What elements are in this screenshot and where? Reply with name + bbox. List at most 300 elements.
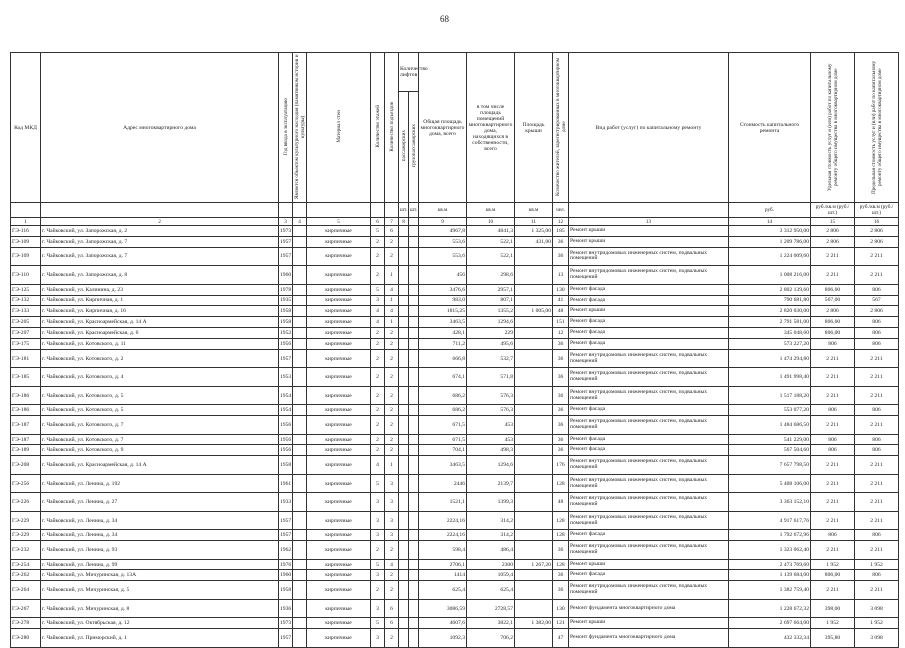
cell-total-area: 3476,6 <box>419 284 467 295</box>
cell-roof-area <box>515 493 553 512</box>
table-row <box>11 416 899 435</box>
cell-id: ГЭ-280 <box>11 629 41 648</box>
header-max-unit-cost: Предельная стоимость услуг и (или) работ по капитальному ремонту общего имущества в многоквартирном доме <box>855 53 899 203</box>
cell-residents: 121 <box>553 618 569 629</box>
cell-elev-passenger <box>399 236 409 247</box>
cell-elev-passenger <box>399 474 409 493</box>
table-row <box>11 570 899 581</box>
cell-id: ГЭ-189 <box>11 445 41 456</box>
cell-max-unit-cost: 2 806 <box>855 306 899 317</box>
cell-total-area: 1092,3 <box>419 629 467 648</box>
cell-total-area: 3463,5 <box>419 317 467 328</box>
cell-unit-cost: 806 <box>811 434 855 445</box>
cell-unit-cost: 2 806 <box>811 226 855 237</box>
cell-unit-cost: 1 952 <box>811 559 855 570</box>
cell-residential-area: 576,3 <box>467 405 515 416</box>
table-row <box>11 599 899 618</box>
cell-material: кирпичные <box>307 599 371 618</box>
cell-id: ГЭ-278 <box>11 618 41 629</box>
cell-unit-cost: 2 211 <box>811 368 855 387</box>
cell-work-type: Ремонт внутридомовых инженерных систем, подвальных помещений <box>569 416 729 435</box>
cell-heritage <box>293 284 307 295</box>
cell-elev-freight <box>409 386 419 405</box>
cell-work-type: Ремонт фасада <box>569 284 729 295</box>
cell-unit-cost: 2 211 <box>811 541 855 560</box>
cell-elev-passenger <box>399 266 409 285</box>
cell-address: г. Чайковский, ул. Октябрьская, д. 12 <box>41 618 279 629</box>
cell-heritage <box>293 559 307 570</box>
table-row <box>11 456 899 475</box>
cell-floors: 3 <box>371 629 385 648</box>
cell-roof-area: 1 325,00 <box>515 226 553 237</box>
cell-address: г. Чайковский, ул. Красноармейская, д. 14 А <box>41 317 279 328</box>
cell-residents: 128 <box>553 530 569 541</box>
cell-address: г. Чайковский, ул. Ленина, д. 99 <box>41 559 279 570</box>
cell-total-area: 1521,1 <box>419 493 467 512</box>
cell-heritage <box>293 266 307 285</box>
cell-work-type: Ремонт внутридомовых инженерных систем, подвальных помещений <box>569 386 729 405</box>
table-row <box>11 618 899 629</box>
cell-elev-passenger <box>399 599 409 618</box>
cell-elev-freight <box>409 416 419 435</box>
cell-residential-area: 314,2 <box>467 530 515 541</box>
cell-work-type: Ремонт фасада <box>569 328 729 339</box>
cell-total-area: 553,6 <box>419 247 467 266</box>
cell-cost: 432 332,34 <box>729 629 811 648</box>
col-index: 5 <box>307 218 371 226</box>
cell-heritage <box>293 349 307 368</box>
cell-material: кирпичные <box>307 618 371 629</box>
cell-cost: 2 820 030,00 <box>729 306 811 317</box>
cell-entrances: 2 <box>385 434 399 445</box>
cell-residential-area: 625,4 <box>467 581 515 600</box>
table-row <box>11 349 899 368</box>
cell-elev-passenger <box>399 328 409 339</box>
cell-material: кирпичные <box>307 236 371 247</box>
cell-total-area: 553,6 <box>419 236 467 247</box>
cell-max-unit-cost: 567 <box>855 295 899 306</box>
cell-elev-freight <box>409 368 419 387</box>
cell-residents: 36 <box>553 434 569 445</box>
cell-entrances: 6 <box>385 599 399 618</box>
cell-material: кирпичные <box>307 349 371 368</box>
cell-work-type: Ремонт фундамента многоквартирного дома <box>569 599 729 618</box>
col-index: 11 <box>515 218 553 226</box>
cell-residents: 48 <box>553 306 569 317</box>
cell-material: кирпичные <box>307 629 371 648</box>
cell-residents: 36 <box>553 445 569 456</box>
header-elev-freight: грузопассажирских <box>409 92 419 203</box>
cell-cost: 1 139 684,00 <box>729 570 811 581</box>
header-residents: Количество жителей, зарегистрированных в многоквартирном доме <box>553 53 569 203</box>
cell-entrances: 2 <box>385 541 399 560</box>
cell-id: ГЭ-185 <box>11 368 41 387</box>
cell-roof-area <box>515 338 553 349</box>
cell-heritage <box>293 434 307 445</box>
cell-total-area: 625,4 <box>419 581 467 600</box>
cell-work-type: Ремонт фасада <box>569 295 729 306</box>
cell-residential-area: 2300 <box>467 559 515 570</box>
header-total-area: Общая площадь многоквартирного дома, всего <box>419 53 467 203</box>
col-index: 10 <box>467 218 515 226</box>
cell-total-area: 671,5 <box>419 416 467 435</box>
cell-total-area: 2224,16 <box>419 530 467 541</box>
cell-unit-cost: 398,00 <box>811 599 855 618</box>
unit-residential-area: кв.м <box>467 203 515 218</box>
cell-elev-passenger <box>399 338 409 349</box>
cell-cost: 1 209 786,00 <box>729 236 811 247</box>
cell-material: кирпичные <box>307 295 371 306</box>
cell-residents: 36 <box>553 386 569 405</box>
col-index: 8 <box>399 218 409 226</box>
cell-heritage <box>293 317 307 328</box>
cell-elev-freight <box>409 445 419 456</box>
cell-roof-area <box>515 434 553 445</box>
cell-elev-passenger <box>399 349 409 368</box>
cell-cost: 1 224 009,60 <box>729 247 811 266</box>
header-id: Код МКД <box>11 53 41 203</box>
cell-residents: 48 <box>553 493 569 512</box>
cell-residents: 13 <box>553 266 569 285</box>
cell-work-type: Ремонт крыши <box>569 618 729 629</box>
cell-address: г. Чайковский, ул. Ленина, д. 34 <box>41 530 279 541</box>
cell-year: 1935 <box>279 295 293 306</box>
cell-floors: 2 <box>371 405 385 416</box>
cell-floors: 5 <box>371 284 385 295</box>
table-row <box>11 629 899 648</box>
cell-address: г. Чайковский, ул. Мичуринская, д. 13А <box>41 570 279 581</box>
cell-residential-area: 1294,6 <box>467 317 515 328</box>
cell-work-type: Ремонт фасада <box>569 570 729 581</box>
cell-id: ГЭ-267 <box>11 599 41 618</box>
cell-heritage <box>293 306 307 317</box>
cell-total-area: 671,5 <box>419 434 467 445</box>
cell-material: кирпичные <box>307 581 371 600</box>
cell-residents: 36 <box>553 368 569 387</box>
cell-max-unit-cost: 806 <box>855 405 899 416</box>
cell-elev-freight <box>409 247 419 266</box>
cell-work-type: Ремонт внутридомовых инженерных систем, подвальных помещений <box>569 247 729 266</box>
cell-total-area: 2224,16 <box>419 511 467 530</box>
units-row <box>11 203 899 218</box>
cell-floors: 2 <box>371 434 385 445</box>
table-row <box>11 405 899 416</box>
cell-max-unit-cost: 2 806 <box>855 236 899 247</box>
unit-unit-cost: руб./кв.м (руб./шт.) <box>811 203 855 218</box>
header-work-type: Вид работ (услуг) по капитальному ремонту <box>569 53 729 203</box>
cell-cost: 1 517 188,20 <box>729 386 811 405</box>
cell-residents: 12 <box>553 328 569 339</box>
cell-residents: 185 <box>553 226 569 237</box>
cell-floors: 5 <box>371 226 385 237</box>
cell-elev-passenger <box>399 247 409 266</box>
cell-max-unit-cost: 2 211 <box>855 386 899 405</box>
header-elevators: Количество лифтов <box>399 53 419 92</box>
cell-year: 1973 <box>279 618 293 629</box>
cell-cost: 1 792 672,96 <box>729 530 811 541</box>
cell-address: г. Чайковский, ул. Кирпичная, д. 1 <box>41 295 279 306</box>
col-index: 12 <box>553 218 569 226</box>
cell-heritage <box>293 474 307 493</box>
table-row <box>11 236 899 247</box>
cell-total-area: 4607,6 <box>419 618 467 629</box>
cell-address: г. Чайковский, ул. Калинина, д. 23 <box>41 284 279 295</box>
cell-heritage <box>293 226 307 237</box>
cell-id: ГЭ-229 <box>11 511 41 530</box>
cell-elev-freight <box>409 284 419 295</box>
cell-residential-area: 2139,7 <box>467 474 515 493</box>
cell-residents: 128 <box>553 559 569 570</box>
cell-floors: 3 <box>371 599 385 618</box>
table-row <box>11 541 899 560</box>
cell-total-area: 983,0 <box>419 295 467 306</box>
cell-elev-passenger <box>399 456 409 475</box>
cell-entrances: 2 <box>385 405 399 416</box>
cell-id: ГЭ-186 <box>11 386 41 405</box>
cell-elev-passenger <box>399 581 409 600</box>
cell-id: ГЭ-133 <box>11 306 41 317</box>
cell-max-unit-cost: 2 211 <box>855 247 899 266</box>
cell-elev-freight <box>409 266 419 285</box>
cell-address: г. Чайковский, ул. Запорожская, д. 7 <box>41 236 279 247</box>
cell-work-type: Ремонт фасада <box>569 338 729 349</box>
cell-roof-area <box>515 266 553 285</box>
column-index-row <box>11 218 899 226</box>
cell-cost: 4 917 617,76 <box>729 511 811 530</box>
cell-id: ГЭ-132 <box>11 295 41 306</box>
cell-material: кирпичные <box>307 386 371 405</box>
cell-max-unit-cost: 2 211 <box>855 456 899 475</box>
cell-residential-area: 486,4 <box>467 541 515 560</box>
cell-floors: 4 <box>371 306 385 317</box>
cell-work-type: Ремонт крыши <box>569 559 729 570</box>
cell-entrances: 4 <box>385 284 399 295</box>
cell-cost: 790 681,80 <box>729 295 811 306</box>
table-row <box>11 226 899 237</box>
table-row <box>11 368 899 387</box>
cell-heritage <box>293 386 307 405</box>
cell-year: 1976 <box>279 559 293 570</box>
cell-entrances: 2 <box>385 416 399 435</box>
cell-total-area: 456 <box>419 266 467 285</box>
cell-elev-passenger <box>399 493 409 512</box>
cell-id: ГЭ-109 <box>11 236 41 247</box>
cell-material: кирпичные <box>307 511 371 530</box>
cell-id: ГЭ-109 <box>11 247 41 266</box>
cell-roof-area <box>515 570 553 581</box>
cell-floors: 3 <box>371 295 385 306</box>
cell-year: 1957 <box>279 236 293 247</box>
cell-material: кирпичные <box>307 328 371 339</box>
cell-max-unit-cost: 806 <box>855 445 899 456</box>
cell-elev-passenger <box>399 541 409 560</box>
cell-heritage <box>293 581 307 600</box>
cell-work-type: Ремонт фасада <box>569 434 729 445</box>
cell-cost: 1 491 998,40 <box>729 368 811 387</box>
cell-max-unit-cost: 3 098 <box>855 629 899 648</box>
cell-elev-passenger <box>399 295 409 306</box>
header-floors: Количество этажей <box>371 53 385 203</box>
cell-elev-freight <box>409 226 419 237</box>
cell-unit-cost: 2 211 <box>811 416 855 435</box>
cell-address: г. Чайковский, ул. Ленина, д. 34 <box>41 511 279 530</box>
cell-address: г. Чайковский, ул. Котовского, д. 7 <box>41 434 279 445</box>
cell-max-unit-cost: 2 211 <box>855 541 899 560</box>
cell-unit-cost: 806,00 <box>811 328 855 339</box>
cell-year: 1954 <box>279 386 293 405</box>
cell-floors: 2 <box>371 445 385 456</box>
cell-residential-area: 571,8 <box>467 368 515 387</box>
cell-work-type: Ремонт крыши <box>569 226 729 237</box>
cell-max-unit-cost: 806 <box>855 530 899 541</box>
cell-unit-cost: 806 <box>811 338 855 349</box>
cell-max-unit-cost: 2 211 <box>855 581 899 600</box>
header-row <box>11 53 899 92</box>
cell-roof-area <box>515 445 553 456</box>
cell-elev-freight <box>409 295 419 306</box>
cell-work-type: Ремонт внутридомовых инженерных систем, подвальных помещений <box>569 541 729 560</box>
cell-heritage <box>293 511 307 530</box>
cell-residents: 36 <box>553 405 569 416</box>
cell-cost: 567 504,60 <box>729 445 811 456</box>
cell-floors: 3 <box>371 570 385 581</box>
cell-year: 1952 <box>279 328 293 339</box>
cell-id: ГЭ-229 <box>11 530 41 541</box>
cell-floors: 4 <box>371 456 385 475</box>
cell-residential-area: 498,3 <box>467 445 515 456</box>
cell-residents: 36 <box>553 338 569 349</box>
header-residential-area: в том числе площадь помещений многоквартирного дома, находящихся в собственности, всего <box>467 53 515 203</box>
cell-floors: 2 <box>371 386 385 405</box>
cell-year: 1957 <box>279 629 293 648</box>
cell-id: ГЭ-125 <box>11 284 41 295</box>
cell-residential-area: 532,7 <box>467 349 515 368</box>
table-row <box>11 284 899 295</box>
cell-entrances: 2 <box>385 581 399 600</box>
cell-floors: 4 <box>371 317 385 328</box>
cell-residential-area: 1355,2 <box>467 306 515 317</box>
table-row <box>11 581 899 600</box>
cell-elev-freight <box>409 530 419 541</box>
cell-elev-passenger <box>399 405 409 416</box>
cell-total-area: 598,4 <box>419 541 467 560</box>
cell-floors: 2 <box>371 328 385 339</box>
cell-elev-freight <box>409 405 419 416</box>
cell-id: ГЭ-226 <box>11 493 41 512</box>
cell-residential-area: 453 <box>467 434 515 445</box>
unit-cost: руб. <box>729 203 811 218</box>
cell-id: ГЭ-187 <box>11 434 41 445</box>
cell-residential-area: 807,1 <box>467 295 515 306</box>
cell-id: ГЭ-181 <box>11 349 41 368</box>
unit-elev-passenger: шт. <box>399 203 409 218</box>
cell-entrances: 2 <box>385 236 399 247</box>
cell-residential-area: 522,1 <box>467 236 515 247</box>
cell-roof-area <box>515 599 553 618</box>
cell-heritage <box>293 295 307 306</box>
cell-heritage <box>293 541 307 560</box>
cell-unit-cost: 2 211 <box>811 493 855 512</box>
cell-year: 1958 <box>279 581 293 600</box>
cell-max-unit-cost: 806 <box>855 328 899 339</box>
cell-roof-area <box>515 541 553 560</box>
cell-floors: 2 <box>371 338 385 349</box>
cell-elev-passenger <box>399 434 409 445</box>
cell-cost: 541 229,00 <box>729 434 811 445</box>
cell-roof-area: 1 267,20 <box>515 559 553 570</box>
cell-material: кирпичные <box>307 306 371 317</box>
unit-max-unit-cost: руб./кв.м (руб./шт.) <box>855 203 899 218</box>
cell-roof-area <box>515 474 553 493</box>
cell-address: г. Чайковский, ул. Ленина, д. 102 <box>41 474 279 493</box>
cell-unit-cost: 2 211 <box>811 581 855 600</box>
cell-total-area: 2706,1 <box>419 559 467 570</box>
cell-max-unit-cost: 2 211 <box>855 493 899 512</box>
cell-heritage <box>293 368 307 387</box>
cell-address: г. Чайковский, ул. Запорожская, д. 7 <box>41 247 279 266</box>
cell-id: ГЭ-262 <box>11 570 41 581</box>
cell-unit-cost: 806,00 <box>811 284 855 295</box>
cell-material: кирпичные <box>307 416 371 435</box>
cell-unit-cost: 806 <box>811 530 855 541</box>
cell-cost: 345 048,60 <box>729 328 811 339</box>
cell-year: 1956 <box>279 445 293 456</box>
cell-material: кирпичные <box>307 456 371 475</box>
cell-year: 1958 <box>279 456 293 475</box>
cell-residential-area: 4841,3 <box>467 226 515 237</box>
cell-elev-freight <box>409 328 419 339</box>
cell-unit-cost: 806,00 <box>811 317 855 328</box>
cell-work-type: Ремонт внутридомовых инженерных систем, подвальных помещений <box>569 581 729 600</box>
cell-residential-area: 2957,1 <box>467 284 515 295</box>
cell-residential-area: 522,1 <box>467 247 515 266</box>
cell-work-type: Ремонт фасада <box>569 405 729 416</box>
cell-unit-cost: 395,80 <box>811 629 855 648</box>
col-index: 6 <box>371 218 385 226</box>
cell-year: 1936 <box>279 599 293 618</box>
cell-address: г. Чайковский, ул. Приморский, д. 1 <box>41 629 279 648</box>
cell-id: ГЭ-116 <box>11 226 41 237</box>
cell-residents: 36 <box>553 349 569 368</box>
cell-unit-cost: 2 211 <box>811 247 855 266</box>
cell-heritage <box>293 456 307 475</box>
cell-heritage <box>293 236 307 247</box>
cell-max-unit-cost: 2 211 <box>855 511 899 530</box>
cell-unit-cost: 2 211 <box>811 511 855 530</box>
cell-floors: 3 <box>371 530 385 541</box>
cell-cost: 553 077,20 <box>729 405 811 416</box>
cell-address: г. Чайковский, ул. Мичуринская, д. 5 <box>41 581 279 600</box>
cell-max-unit-cost: 2 211 <box>855 266 899 285</box>
cell-elev-freight <box>409 338 419 349</box>
cell-unit-cost: 2 211 <box>811 386 855 405</box>
cell-heritage <box>293 405 307 416</box>
cell-floors: 3 <box>371 511 385 530</box>
cell-year: 1958 <box>279 306 293 317</box>
cell-roof-area: 1 005,00 <box>515 306 553 317</box>
cell-material: кирпичные <box>307 530 371 541</box>
cell-residential-area: 495,6 <box>467 338 515 349</box>
cell-roof-area <box>515 416 553 435</box>
cell-cost: 1 382 759,40 <box>729 581 811 600</box>
cell-work-type: Ремонт внутридомовых инженерных систем, подвальных помещений <box>569 349 729 368</box>
cell-roof-area <box>515 328 553 339</box>
cell-heritage <box>293 493 307 512</box>
cell-address: г. Чайковский, ул. Красноармейская, д. 6 <box>41 328 279 339</box>
cell-roof-area <box>515 317 553 328</box>
cell-floors: 3 <box>371 493 385 512</box>
table-row <box>11 295 899 306</box>
